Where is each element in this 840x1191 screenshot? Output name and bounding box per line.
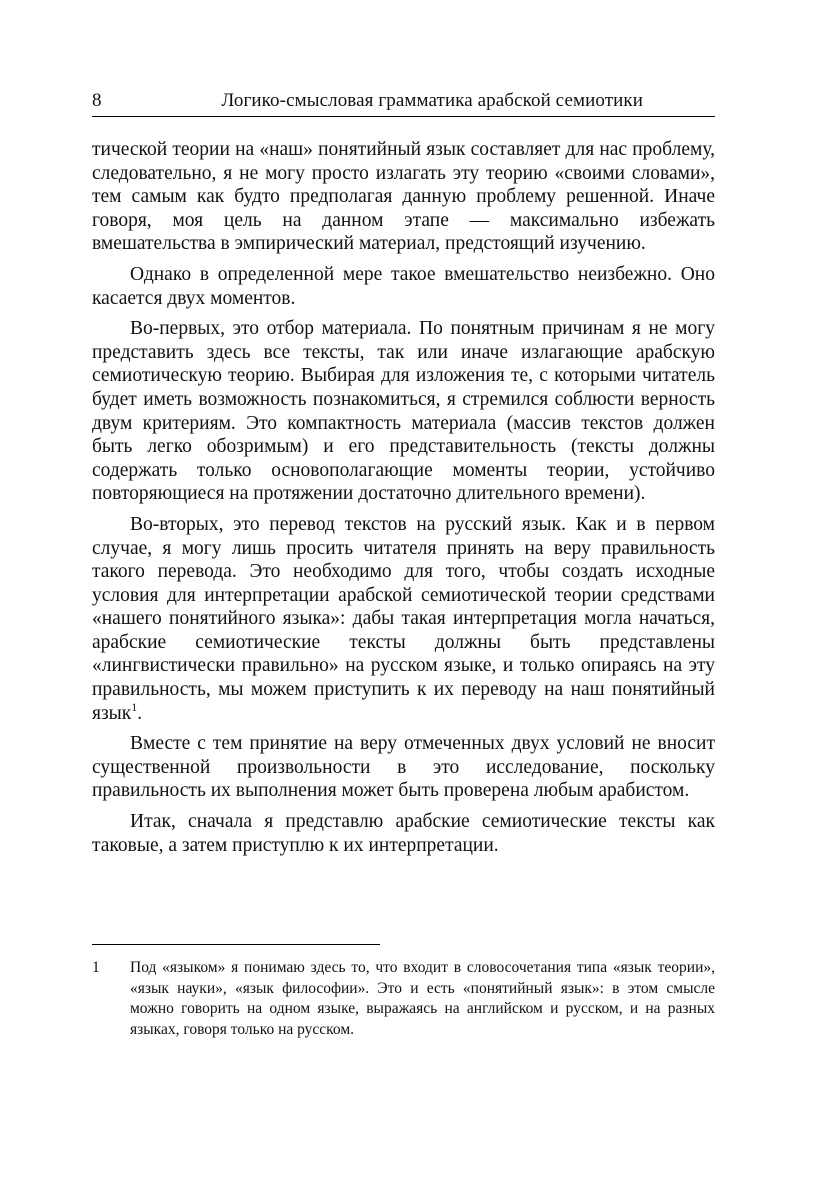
paragraph-1: тической теории на «наш» понятийный язык составляет для нас проблему, следовательно, я не могу просто излагать эту теорию «своими словами», тем самым как будто предполагая данную проблему решенной. Иначе говоря, моя цель на данном этапе — максимально избежать вмешательства в эмпирический материал, предстоящий изучению.: [92, 139, 715, 255]
paragraph-2: Однако в определенной мере такое вмешательство неизбежно. Оно касается двух моментов.: [92, 263, 715, 309]
body-text: [92, 138, 715, 857]
paragraph-6: Итак, сначала я представлю арабские семиотические тексты как таковые, а затем приступлю к их интерпретации.: [92, 811, 715, 856]
footnote-separator: [92, 944, 380, 945]
footnote: [92, 958, 715, 1040]
running-header: [92, 90, 715, 117]
footnote-text: Под «языком» я понимаю здесь то, что входит в словосочетания типа «язык теории», «язык науки», «язык философии». Это и есть «понятийный язык»: в этом смысле можно говорить на одном языке, выражаясь на английском и русском, и на разных языках, говоря только на русском.: [130, 959, 715, 1038]
footnote-reference[interactable]: 1: [131, 699, 138, 714]
paragraph-5: Вместе с тем принятие на веру отмеченных двух условий не вносит существенной произвольности в это исследование, поскольку правильность их выполнения может быть проверена любым арабистом.: [92, 733, 715, 802]
paragraph-3: Во-первых, это отбор материала. По понятным причинам я не могу представить здесь все тексты, так или иначе излагающие арабскую семиотическую теорию. Выбирая для изложения те, с которыми читатель будет иметь возможность познакомиться, я стремился соблюсти верность двум критериям. Это компактность материала (массив текстов должен быть легко обозримым) и его представительность (тексты должны содержать только основополагающие моменты теории, устойчиво повторяющиеся на протяжении достаточно длительного времени).: [92, 318, 715, 505]
footnote-marker: 1: [92, 959, 100, 976]
paragraph-4: [92, 513, 715, 725]
paragraph-4-text: Во-вторых, это перевод текстов на русский язык. Как и в первом случае, я могу лишь просить читателя принять на веру правильность такого перевода. Это необходимо для того, чтобы создать исходные условия для интерпретации арабской семиотической теории средствами «нашего понятийного языка»: дабы такая интерпретация могла начаться, арабские семиотические тексты должны быть представлены «лингвистически правильно» на русском языке, и только опираясь на эту правильность, мы можем приступить к их переводу на наш понятийный язык: [92, 513, 715, 724]
paragraph-4-end: .: [137, 702, 143, 724]
page-number: 8: [92, 90, 102, 111]
running-title: Логико-смысловая грамматика арабской семиотики: [221, 90, 643, 111]
